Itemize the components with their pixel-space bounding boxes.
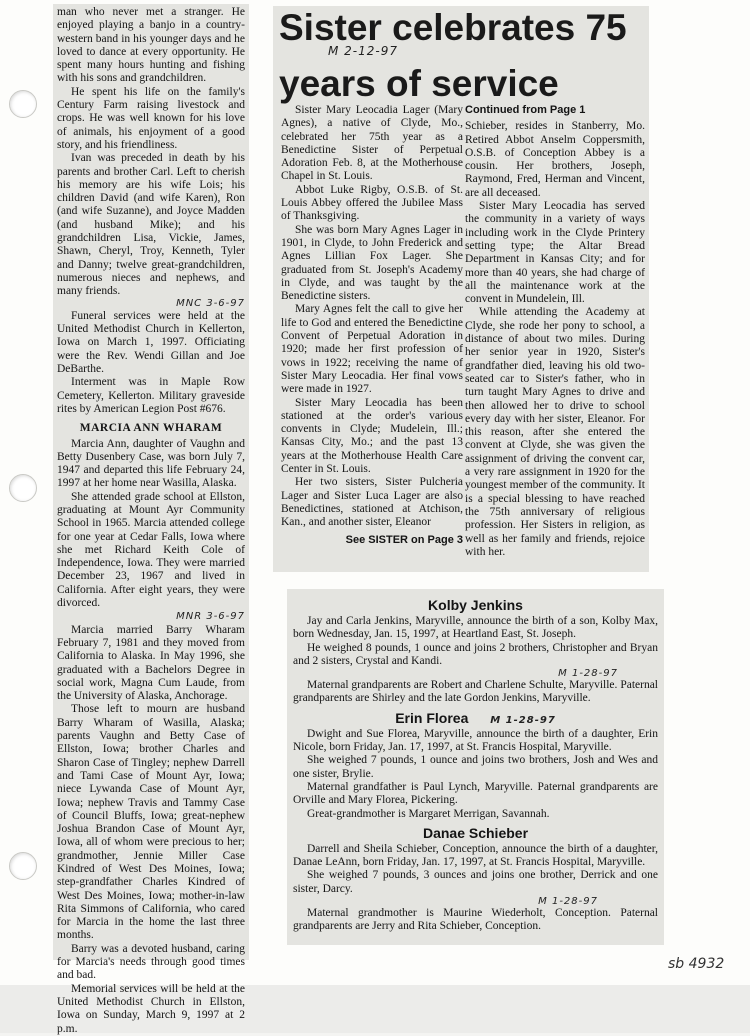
birth-paragraph: She weighed 7 pounds, 1 ounce and joins two brothers, Josh and Wes and one sister, Brylie. — [293, 754, 658, 780]
article-paragraph: Her two sisters, Sister Pulcheria Lager and Sister Luca Lager are also Benedictines, stationed at Atchison, Kan., and another sister, Eleanor — [281, 476, 463, 529]
obituary-paragraph: Interment was in Maple Row Cemetery, Kellerton. Military graveside rites by American Legion Post #676. — [57, 376, 245, 415]
birth-paragraph: He weighed 8 pounds, 1 ounce and joins 2 brothers, Christopher and Bryan and 2 sisters, Crystal and Kandi. — [293, 641, 658, 667]
birth-name: Danae Schieber — [422, 824, 529, 841]
birth-announcements — [287, 589, 664, 945]
birth-paragraph: Dwight and Sue Florea, Maryville, announce the birth of a daughter, Erin Nicole, born Friday, Jan. 17, 1997, at St. Francis Hospital, Maryville. — [293, 727, 658, 754]
obituary-paragraph: Marcia married Barry Wharam February 7, 1981 and they moved from California to Alaska. In May 1996, she graduated with a Bachelors Degree in social work, Magna Cum Laude, from the University of Alaska, Anchorage. — [57, 623, 245, 703]
see-continuation-link: See SISTER on Page 3 — [345, 533, 463, 546]
obituary-heading: MARCIA ANN WHARAM — [79, 422, 223, 435]
obituary-paragraph: He spent his life on the family's Century Farm raising livestock and crops. He was well known for his love of animals, his enjoyment of a good story, and his friendliness. — [57, 85, 245, 151]
obituary-paragraph: Marcia Ann, daughter of Vaughn and Betty Dusenbery Case, was born July 7, 1947 and departed this life February 24, 1997 at her home near Wasilla, Alaska. — [57, 437, 245, 490]
article-column-2 — [465, 104, 645, 570]
birth-name: Kolby Jenkins — [428, 597, 523, 613]
birth-paragraph: She weighed 7 pounds, 3 ounces and joins one brother, Derrick and one sister, Darcy. — [293, 869, 658, 895]
obituary-intro: man who never met a stranger. He enjoyed playing a banjo in a country-western band in his younger days and he loved to dance at every opportunity. He spent many hours hunting and fishing with his sons and grandchildren. — [57, 6, 245, 85]
article-paragraph: Sister Mary Leocadia has served the community in a variety of ways including work in the Clyde Printery setting type; the Altar Bread Department in Kansas City; and for more than 40 years, she had charge of all the maintenance work at the convent in Mundelein, Ill. — [465, 200, 645, 306]
article-paragraph: She was born Mary Agnes Lager in 1901, in Clyde, to John Frederick and Agnes Lillian Fox Lager. She graduated from St. Joseph's Academy in Clyde, and was taught by the Benedictine sisters. — [281, 223, 463, 303]
handwritten-note: M 1-28-97 — [538, 896, 598, 908]
obituary-paragraph: She attended grade school at Ellston, graduating at Mount Ayr Community School in 1965. Marcia attended college for one year at Cedar Falls, Iowa where she met Richard Keith Cole of Independence, Iowa. They were married December 23, 1967 and lived in California. After eight years, they were divorced. — [57, 490, 245, 610]
handwritten-note: MNC 3-6-97 — [176, 297, 245, 309]
birth-paragraph: Maternal grandparents are Robert and Charlene Schulte, Maryville. Paternal grandparents are Shirley and the late Gordon Jenkins, Maryville. — [293, 679, 658, 705]
birth-announcement — [293, 597, 658, 706]
birth-announcement — [293, 710, 658, 821]
birth-name-text: Erin Florea — [395, 709, 469, 726]
birth-paragraph: Darrell and Sheila Schieber, Conception, announce the birth of a daughter, Danae LeAnn, born Friday, Jan. 17, 1997, at St. Francis Hospital, Maryville. — [293, 842, 658, 869]
punch-hole-middle — [9, 474, 37, 502]
obituary-paragraph: Those left to mourn are husband Barry Wharam of Wasilla, Alaska; parents Vaughn and Betty Case of Ellston, Iowa; brother Charles and Sharon Case of Tingley; nephew Darrell and Tami Case of Mount Ayr, Iowa; niece Lywanda Case of Mount Ayr, Iowa; nephew Travis and Tammy Case of Council Bluffs, Iowa; great-nephew Joshua Brandon Case of Mount Ayr, Iowa, all of whom were precious to her; grandmother, Jennie Miller Case Kindred of West Des Moines, Iowa; step-grandfather Charles Kindred of West Des Moines, Iowa; mother-in-law Rita Simmons of California, who cared for Marcia in the home the last three months. — [57, 703, 245, 942]
birth-paragraph: Jay and Carla Jenkins, Maryville, announce the birth of a son, Kolby Max, born Wednesday, Jan. 15, 1997, at Heartland East, St. Joseph. — [293, 615, 658, 641]
article-paragraph: Sister Mary Leocadia has been stationed at the order's various convents in Clyde; Mudelein, Ill.; Kansas City, Mo.; and the past 13 years at the Motherhouse Health Care Center in St. Louis. — [281, 396, 463, 476]
article-paragraph: Schieber, resides in Stanberry, Mo. Retired Abbot Anselm Coppersmith, O.S.B. of Conception Abbey is a cousin. Her brothers, Joseph, Raymond, Fred, Herman and Vincent, are all deceased. — [465, 120, 645, 199]
handwritten-note: M 1-28-97 — [558, 668, 618, 680]
handwritten-note: M 1-28-97 — [490, 714, 556, 726]
handwritten-date: M 2-12-97 — [328, 44, 399, 58]
birth-paragraph: Maternal grandfather is Paul Lynch, Maryville. Paternal grandparents are Orville and Mary Florea, Pickering. — [293, 780, 658, 807]
punch-hole-bottom — [9, 852, 37, 880]
birth-paragraph: Great-grandmother is Margaret Merrigan, Savannah. — [307, 807, 550, 820]
punch-hole-top — [9, 90, 37, 118]
article-paragraph: Mary Agnes felt the call to give her life to God and entered the Benedictine Convent of Perpetual Adoration in 1920; made her first profession of vows in 1922; receiving the name of Sister Mary Leocadia. Her final vows were made in 1927. — [281, 303, 463, 396]
obituary-paragraph: Funeral services were held at the United Methodist Church in Kellerton, Iowa on March 1, 1997. Officiating were the Rev. Wendi Gillan and Joe DeBarthe. — [57, 309, 245, 376]
article-paragraph: Abbot Luke Rigby, O.S.B. of St. Louis Abbey offered the Jubilee Mass of Thanksgiving. — [281, 183, 463, 223]
handwritten-note: MNR 3-6-97 — [176, 611, 245, 623]
archive-number: sb 4932 — [668, 956, 725, 972]
article-paragraph: Sister Mary Leocadia Lager (Mary Agnes), a native of Clyde, Mo., celebrated her 75th year as a Benedictine Sister of Perpetual Adoration Feb. 8, at the Motherhouse Chapel in St. Louis. — [281, 104, 463, 183]
obituary-paragraph: Barry was a devoted husband, caring for Marcia's needs through good times and bad. — [57, 942, 245, 982]
article-column-1 — [281, 104, 463, 570]
obituary-paragraph: Ivan was preceded in death by his parents and brother Carl. Left to cherish his memory are his wife Lois; his children David (and wife Karen), Ron (and wife Suzanne), and Joyce Madden (and husband Mike); and his grandchildren Lisa, Vickie, James, Shawn, Cheryl, Troy, Kenneth, Tyler and Danny; twelve great-grandchildren, numerous nieces and nephews, and many friends. — [57, 152, 245, 298]
article-title-line-1: Sister celebrates 75 — [279, 7, 627, 48]
obituary-paragraph: Memorial services will be held at the United Methodist Church in Ellston, Iowa on Sunday, March 9, 1997 at 2 p.m. — [57, 982, 245, 1035]
birth-paragraph: Maternal grandmother is Maurine Wiederholt, Conception. Paternal grandparents are Jerry and Rita Schieber, Conception. — [293, 907, 658, 933]
birth-announcement — [293, 825, 658, 934]
birth-name — [293, 710, 658, 726]
article-title-line-2: years of service — [279, 63, 559, 104]
obituary-column — [53, 4, 249, 1035]
article-paragraph: While attending the Academy at Clyde, she rode her pony to school, a distance of about two miles. During her senior year in 1920, Sister's grandfather died, leaving his old two-seated car to Sister's father, who in turn taught Mary Agnes to drive and then allowed her to drive to school every day with her sister, Eleanor. For this reason, after she entered the convent at Clyde, she was given the assignment of driving the convent car, a very rare assignment in 1920 for the youngest member of the community. It is a special blessing to have reached the 75th anniversary of religious profession. Her Sisters in religion, as well as her family and friends, rejoice with her. — [465, 306, 645, 558]
sister-article — [273, 6, 649, 572]
continued-label: Continued from Page 1 — [465, 104, 586, 116]
